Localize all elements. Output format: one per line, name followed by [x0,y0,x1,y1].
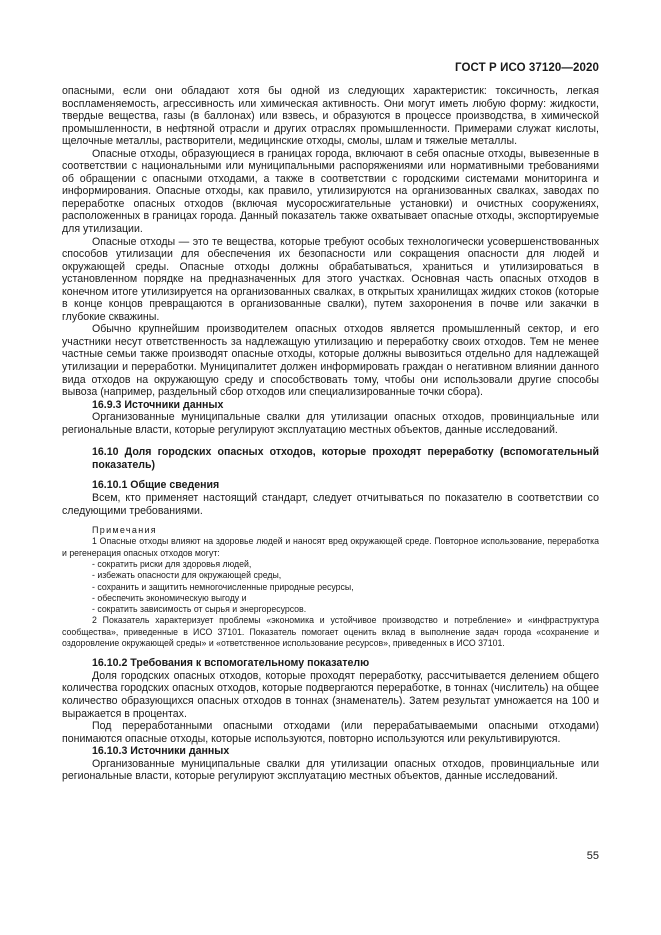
heading-16-9-3: 16.9.3 Источники данных [92,398,224,411]
document-body [62,85,599,783]
heading-16-10-2: 16.10.2 Требования к вспомогательному показателю [92,657,370,670]
note-list-item: - избежать опасности для окружающей среды, [92,570,282,581]
heading-16-10-1: 16.10.1 Общие сведения [92,479,220,492]
paragraph-industrial-sector: Обычно крупнейшим производителем опасных отходов является промышленный сектор, и его участники несут ответственность за надлежащую утилизацию и переработку своих отходов. Тем не менее частные семьи также производят опасные отходы, которые должны вывозиться отдельно для надлежащей утилизации и переработки. Муниципалитет должен информировать граждан о негативном влиянии данного вида отходов на окружающую среду и способствовать тому, чтобы они использовали другие способы вывоза (например, раздельный сбор отходов или специализированные точки сбора). [62,323,599,399]
heading-16-10: 16.10 Доля городских опасных отходов, которые проходят переработку (вспомогательный показатель) [92,446,599,471]
note-list-item: - сохранить и защитить немногочисленные природные ресурсы, [92,581,354,592]
notes-title: Примечания [92,525,157,536]
note-1: 1 Опасные отходы влияют на здоровье людей и наносят вред окружающей среде. Повторное использование, переработка и регенерация опасных отходов могут: [62,536,599,558]
paragraph-general-info: Всем, кто применяет настоящий стандарт, следует отчитываться по показателю в соответствии со следующими требованиями. [62,491,599,517]
note-list-item: - обеспечить экономическую выгоду и [92,592,247,603]
note-list-item: - сократить зависимость от сырья и энергоресурсов. [92,604,307,615]
notes-block [62,525,599,649]
heading-16-10-3: 16.10.3 Источники данных [92,745,230,758]
paragraph-data-sources-16-10-3: Организованные муниципальные свалки для утилизации опасных отходов, провинциальные или региональные власти, которые регулируют эксплуатацию местных объектов, данные исследований. [62,757,599,783]
page-number: 55 [586,850,599,862]
paragraph-calculation: Доля городских опасных отходов, которые проходят переработку, рассчитывается делением общего количества городских опасных отходов, которые подвергаются переработке, в тоннах (числитель) на общее количество образующихся опасных отходов в тоннах (знаменатель). Затем результат умножается на 100 и выражается в процентах. [62,669,599,720]
note-2: 2 Показатель характеризует проблемы «экономика и устойчивое производство и потребление» и «инфраструктура сообщества», приведенные в ИСО 37101. Показатель помогает оценить вклад в выполнение задач города «сохранение и оздоровление окружающей среды» и «ответственное использование ресурсов», приведенных в ИСО 37101. [62,615,599,649]
paragraph-data-sources-16-9-3: Организованные муниципальные свалки для утилизации опасных отходов, провинциальные или региональные власти, которые регулируют эксплуатацию местных объектов, данные исследований. [62,411,599,436]
paragraph-recycled-definition: Под переработанными опасными отходами (или перерабатываемыми опасными отходами) понимаются опасные отходы, которые используются, повторно используются или рекультивируются. [62,720,599,745]
paragraph-hazardous-waste-boundaries: Опасные отходы, образующиеся в границах города, включают в себя опасные отходы, вывезенные в соответствии с национальными или муниципальными распоряжениями или нормативными требованиями об обращении с опасными отходами, а также в соответствии с городскими системами мониторинга и информирования. Опасные отходы, как правило, утилизируются на организованных свалках, заводах по переработке опасных отходов (включая мусоросжигательные установки) и очистных сооружениях, расположенных в границах города. Данный показатель также охватывает опасные отходы, экспортируемые для утилизации. [62,147,599,236]
paragraph-continuation: опасными, если они обладают хотя бы одной из следующих характеристик: токсичность, легкая воспламеняемость, агрессивность или химическая активность. Они могут иметь любую форму: жидкости, твердые вещества, газы (в баллонах) или взвесь, и образуются в процессе производства, в химической промышленности, в нефтяной отрасли и других отраслях промышленности. Примерами служат кислоты, щелочные металлы, растворители, медицинские отходы, смолы, шлам и тяжелые металлы. [62,85,599,148]
document-header: ГОСТ Р ИСО 37120—2020 [454,62,599,74]
paragraph-hazardous-waste-definition: Опасные отходы — это те вещества, которые требуют особых технологически усовершенствованных способов утилизации для обеспечения их безопасности или сокращения опасности для людей и окружающей среды. Опасные отходы должны обрабатываться, храниться и утилизироваться в установленном порядке на предназначенных для этого участках. Основная часть опасных отходов в конечном итоге утилизируется на организованных свалках, в открытых хранилищах жидких стоков (которые в конце концов превращаются в организованные свалки), путем захоронения в почве или закачки в глубокие скважины. [62,235,599,323]
note-list-item: - сократить риски для здоровья людей, [92,558,252,569]
